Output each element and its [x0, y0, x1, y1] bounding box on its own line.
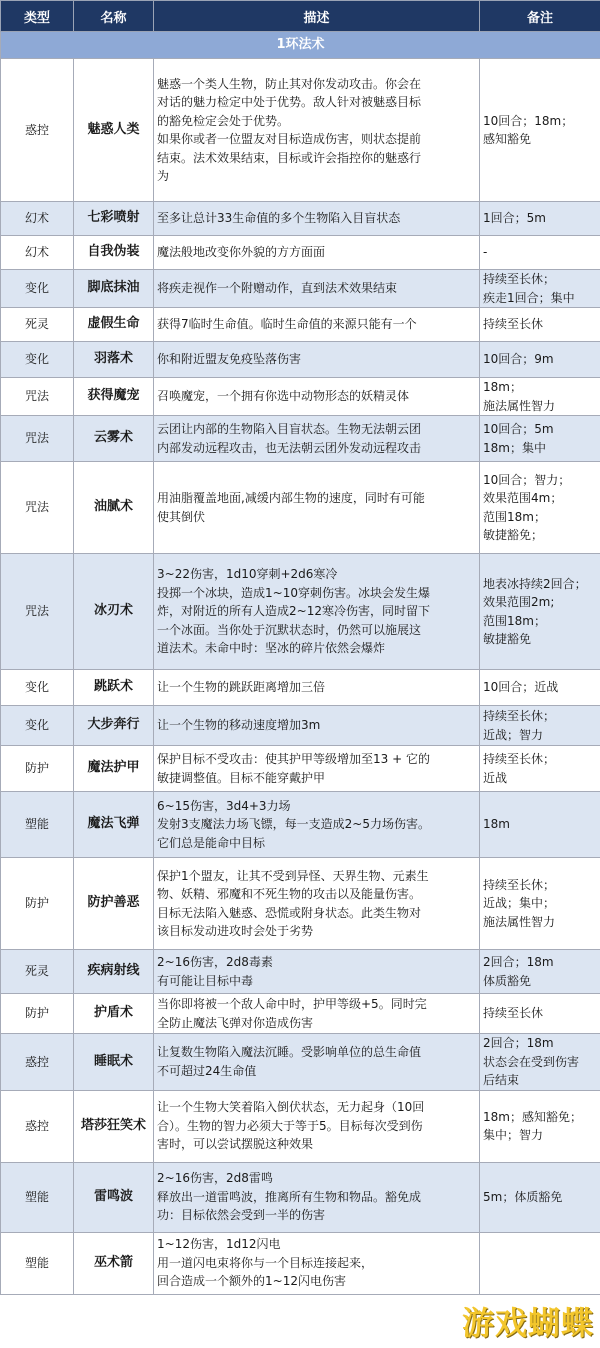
- spell-type-cell: 死灵: [1, 308, 74, 342]
- spell-note-cell: 10回合；近战: [480, 670, 600, 706]
- table-row: [1, 1232, 600, 1294]
- spell-name-cell: 雷鸣波: [74, 1162, 154, 1232]
- spell-type-cell: 惑控: [1, 59, 74, 202]
- table-row: [1, 706, 600, 746]
- spell-note-cell: 2回合；18m 状态会在受到伤害 后结束: [480, 1034, 600, 1091]
- table-row: [1, 378, 600, 416]
- spell-type-cell: 咒法: [1, 378, 74, 416]
- spell-note-cell: 5m；体质豁免: [480, 1162, 600, 1232]
- spell-type-cell: 防护: [1, 746, 74, 792]
- watermark-logo: 游戏蝴蝶: [461, 1304, 594, 1342]
- table-row: [1, 792, 600, 858]
- spell-name-cell: 自我伪装: [74, 236, 154, 270]
- table-row: [1, 308, 600, 342]
- spell-type-cell: 塑能: [1, 792, 74, 858]
- table-row: [1, 59, 600, 202]
- spell-type-cell: 塑能: [1, 1162, 74, 1232]
- spell-desc-cell: 魅惑一个类人生物，防止其对你发动攻击。你会在 对话的魅力检定中处于优势。敌人针对被魅惑目标 的豁免检定会处于优势。 如果你或者一位盟友对目标造成伤害，则状态提前 结束。法术效果结束，目标或许会指控你的魅惑行 为: [154, 59, 480, 202]
- spell-name-cell: 获得魔宠: [74, 378, 154, 416]
- spell-desc-cell: 你和附近盟友免疫坠落伤害: [154, 342, 480, 378]
- section-title: 1环法术: [1, 32, 600, 59]
- spell-type-cell: 变化: [1, 670, 74, 706]
- spell-name-cell: 巫术箭: [74, 1232, 154, 1294]
- spell-desc-cell: 让一个生物大笑着陷入倒伏状态，无力起身（10回 合）。生物的智力必须大于等于5。目标每次受到伤 害时，可以尝试摆脱这种效果: [154, 1090, 480, 1162]
- spell-desc-cell: 2~16伤害，2d8雷鸣 释放出一道雷鸣波，推离所有生物和物品。豁免成 功：目标依然会受到一半的伤害: [154, 1162, 480, 1232]
- table-row: [1, 416, 600, 462]
- spell-note-cell: 10回合；5m 18m；集中: [480, 416, 600, 462]
- spell-type-cell: 变化: [1, 270, 74, 308]
- section-row: [1, 32, 600, 59]
- spell-note-cell: 持续至长休: [480, 308, 600, 342]
- table-row: [1, 994, 600, 1034]
- spell-type-cell: 惑控: [1, 1034, 74, 1091]
- spell-name-cell: 疾病射线: [74, 950, 154, 994]
- spell-note-cell: 1回合；5m: [480, 202, 600, 236]
- spell-name-cell: 云雾术: [74, 416, 154, 462]
- table-row: [1, 236, 600, 270]
- spell-note-cell: 10回合；智力； 效果范围4m； 范围18m； 敏捷豁免；: [480, 462, 600, 554]
- spell-note-cell: 持续至长休: [480, 994, 600, 1034]
- spell-desc-cell: 召唤魔宠，一个拥有你选中动物形态的妖精灵体: [154, 378, 480, 416]
- spell-type-cell: 咒法: [1, 554, 74, 670]
- header-note: 备注: [480, 1, 600, 32]
- spell-type-cell: 咒法: [1, 416, 74, 462]
- spell-note-cell: 2回合；18m 体质豁免: [480, 950, 600, 994]
- spell-type-cell: 幻术: [1, 236, 74, 270]
- spell-note-cell: 持续至长休； 近战；集中； 施法属性智力: [480, 858, 600, 950]
- spell-note-cell: 地表冰持续2回合； 效果范围2m; 范围18m； 敏捷豁免: [480, 554, 600, 670]
- spell-desc-cell: 至多让总计33生命值的多个生物陷入目盲状态: [154, 202, 480, 236]
- spell-name-cell: 七彩喷射: [74, 202, 154, 236]
- spell-name-cell: 护盾术: [74, 994, 154, 1034]
- spell-name-cell: 魅惑人类: [74, 59, 154, 202]
- table-row: [1, 270, 600, 308]
- spell-type-cell: 咒法: [1, 462, 74, 554]
- spell-note-cell: 18m；感知豁免； 集中；智力: [480, 1090, 600, 1162]
- spell-name-cell: 脚底抹油: [74, 270, 154, 308]
- spell-desc-cell: 3~22伤害，1d10穿刺+2d6寒冷 投掷一个冰块，造成1~10穿刺伤害。冰块会发生爆 炸，对附近的所有人造成2~12寒冷伤害，同时留下 一个冰面。当你处于沉默状态时，仍然可以施展这 道法术。未命中时：坚冰的碎片依然会爆炸: [154, 554, 480, 670]
- spell-name-cell: 魔法护甲: [74, 746, 154, 792]
- table-row: [1, 342, 600, 378]
- table-row: [1, 858, 600, 950]
- spell-name-cell: 油腻术: [74, 462, 154, 554]
- table-row: [1, 202, 600, 236]
- spell-name-cell: 防护善恶: [74, 858, 154, 950]
- table-row: [1, 1034, 600, 1091]
- spell-name-cell: 魔法飞弹: [74, 792, 154, 858]
- spell-type-cell: 幻术: [1, 202, 74, 236]
- spell-desc-cell: 魔法般地改变你外貌的方方面面: [154, 236, 480, 270]
- spell-desc-cell: 1~12伤害，1d12闪电 用一道闪电束将你与一个目标连接起来， 回合造成一个额外的1~12闪电伤害: [154, 1232, 480, 1294]
- spell-note-cell: 18m； 施法属性智力: [480, 378, 600, 416]
- spell-note-cell: [480, 1232, 600, 1294]
- table-row: [1, 462, 600, 554]
- spell-desc-cell: 用油脂覆盖地面,减缓内部生物的速度，同时有可能 使其倒伏: [154, 462, 480, 554]
- spell-note-cell: 持续至长休； 近战: [480, 746, 600, 792]
- header-name: 名称: [74, 1, 154, 32]
- spell-desc-cell: 2~16伤害，2d8毒素 有可能让目标中毒: [154, 950, 480, 994]
- spell-desc-cell: 当你即将被一个敌人命中时，护甲等级+5。同时完 全防止魔法飞弹对你造成伤害: [154, 994, 480, 1034]
- spell-type-cell: 惑控: [1, 1090, 74, 1162]
- spell-name-cell: 冰刃术: [74, 554, 154, 670]
- spell-note-cell: 10回合；18m； 感知豁免: [480, 59, 600, 202]
- spell-name-cell: 大步奔行: [74, 706, 154, 746]
- header-row: [1, 1, 600, 32]
- header-type: 类型: [1, 1, 74, 32]
- spell-type-cell: 死灵: [1, 950, 74, 994]
- table-row: [1, 670, 600, 706]
- header-desc: 描述: [154, 1, 480, 32]
- table-row: [1, 1090, 600, 1162]
- spell-note-cell: -: [480, 236, 600, 270]
- spell-desc-cell: 云团让内部的生物陷入目盲状态。生物无法朝云团 内部发动远程攻击，也无法朝云团外发动远程攻击: [154, 416, 480, 462]
- spell-desc-cell: 让一个生物的移动速度增加3m: [154, 706, 480, 746]
- table-row: [1, 746, 600, 792]
- spell-note-cell: 18m: [480, 792, 600, 858]
- spell-desc-cell: 获得7临时生命值。临时生命值的来源只能有一个: [154, 308, 480, 342]
- spell-desc-cell: 6~15伤害，3d4+3力场 发射3支魔法力场飞镖，每一支造成2~5力场伤害。 它们总是能命中目标: [154, 792, 480, 858]
- spell-note-cell: 持续至长休； 疾走1回合；集中: [480, 270, 600, 308]
- table-row: [1, 554, 600, 670]
- spell-name-cell: 羽落术: [74, 342, 154, 378]
- spell-desc-cell: 将疾走视作一个附赠动作，直到法术效果结束: [154, 270, 480, 308]
- spell-note-cell: 持续至长休； 近战；智力: [480, 706, 600, 746]
- spell-note-cell: 10回合；9m: [480, 342, 600, 378]
- spell-type-cell: 防护: [1, 994, 74, 1034]
- spell-desc-cell: 保护1个盟友，让其不受到异怪、天界生物、元素生 物、妖精、邪魔和不死生物的攻击以及能量伤害。 目标无法陷入魅惑、恐慌或附身状态。此类生物对 该目标发动进攻时会处于劣势: [154, 858, 480, 950]
- spell-name-cell: 虚假生命: [74, 308, 154, 342]
- spell-type-cell: 防护: [1, 858, 74, 950]
- spell-type-cell: 变化: [1, 706, 74, 746]
- spell-name-cell: 睡眠术: [74, 1034, 154, 1091]
- spell-name-cell: 塔莎狂笑术: [74, 1090, 154, 1162]
- spell-name-cell: 跳跃术: [74, 670, 154, 706]
- spell-desc-cell: 保护目标不受攻击：使其护甲等级增加至13 + 它的 敏捷调整值。目标不能穿戴护甲: [154, 746, 480, 792]
- spell-desc-cell: 让一个生物的跳跃距离增加三倍: [154, 670, 480, 706]
- spell-type-cell: 变化: [1, 342, 74, 378]
- table-row: [1, 950, 600, 994]
- table-row: [1, 1162, 600, 1232]
- spell-type-cell: 塑能: [1, 1232, 74, 1294]
- spell-desc-cell: 让复数生物陷入魔法沉睡。受影响单位的总生命值 不可超过24生命值: [154, 1034, 480, 1091]
